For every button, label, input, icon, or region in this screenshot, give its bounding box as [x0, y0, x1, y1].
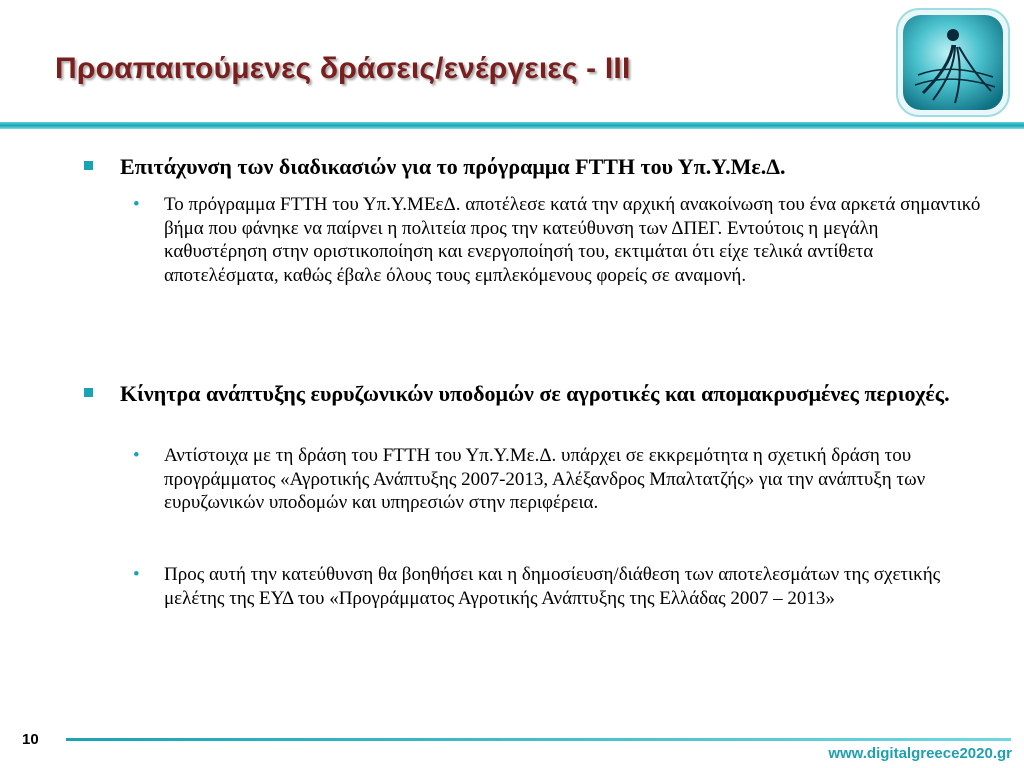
dot-bullet-icon: • [133, 445, 140, 466]
sub-bullet-text: Το πρόγραμμα FTTH του Υπ.Υ.ΜΕεΔ. αποτέλεσε κατά την αρχική ανακοίνωση του ένα αρκετά σημαντικό βήμα που φάνηκε να παίρνει η πολιτεία προς την κατεύθυνση των ΔΠΕΓ. Εντούτοις η μεγάλη καθυστέρηση στην οριστικοποίηση και ενεργοποίησή του, εκτιμάται ότι είχε τελικά αντίθετα αποτελέσματα, καθώς έβαλε όλους τους εμπλεκόμενους φορείς σε αναμονή. [164, 194, 981, 286]
sub-bullet [133, 444, 984, 515]
digital-greece-logo-icon [893, 5, 1013, 120]
page-number: 10 [22, 731, 39, 748]
slide-title: Προαπαιτούμενες δράσεις/ενέργειες - ΙΙΙ [55, 52, 631, 85]
square-bullet-icon [84, 388, 93, 397]
footer-divider [66, 738, 1011, 741]
title-divider [0, 122, 1024, 129]
dot-bullet-icon: • [133, 194, 140, 215]
dot-bullet-icon: • [133, 564, 140, 585]
sub-bullet [133, 193, 984, 287]
bullet-heading [120, 380, 1000, 407]
sub-bullet-text: Προς αυτή την κατεύθυνση θα βοηθήσει και η δημοσίευση/διάθεση των αποτελεσμάτων της σχετικής μελέτης της ΕΥΔ του «Προγράμματος Αγροτικής Ανάπτυξης της Ελλάδας 2007 – 2013» [164, 564, 941, 609]
sub-bullet [133, 563, 984, 610]
bullet-heading-text: Επιτάχυνση των διαδικασιών για το πρόγραμμα FTTH του Υπ.Υ.Με.Δ. [120, 154, 786, 179]
bullet-heading [120, 153, 1000, 180]
square-bullet-icon [84, 161, 93, 170]
website-link[interactable]: www.digitalgreece2020.gr [828, 745, 1012, 762]
sub-bullet-text: Αντίστοιχα με τη δράση του FTTH του Υπ.Υ.Με.Δ. υπάρχει σε εκκρεμότητα η σχετική δράση του προγράμματος «Αγροτικής Ανάπτυξης 2007-2013, Αλέξανδρος Μπαλτατζής» για την ανάπτυξη των ευρυζωνικών υποδομών και υπηρεσιών στην περιφέρεια. [164, 445, 926, 513]
bullet-heading-text: Κίνητρα ανάπτυξης ευρυζωνικών υποδομών σε αγροτικές και απομακρυσμένες περιοχές. [120, 381, 950, 406]
